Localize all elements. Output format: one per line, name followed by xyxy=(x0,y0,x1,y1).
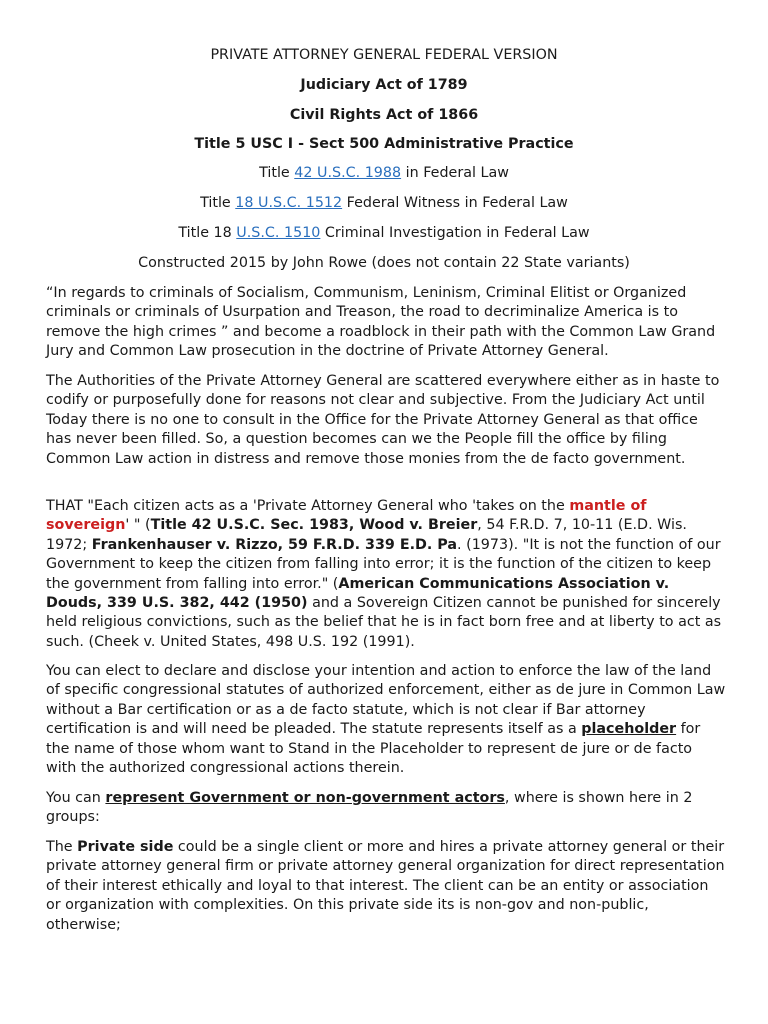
act-heading-1866: Civil Rights Act of 1866 xyxy=(289,107,479,123)
title-18-1510-line xyxy=(0,223,768,243)
link-18-usc-1512[interactable]: 18 U.S.C. 1512 xyxy=(235,195,343,211)
link-42-usc-1988[interactable]: 42 U.S.C. 1988 xyxy=(294,165,402,181)
p3-text-4: . (1973). "It is not the function of our Government to keep the citizen from falling into error; it is the function of the citizen to keep the government from falling into error." ( xyxy=(46,536,721,592)
paragraph-citizen-acts xyxy=(46,497,726,652)
p3-text-3: , 54 F.R.D. 7, 10-11 (E.D. Wis. 1972; xyxy=(46,517,687,553)
link-usc-1510[interactable]: U.S.C. 1510 xyxy=(236,225,321,241)
title-42-line xyxy=(0,163,768,183)
citation-wood-v-breier: Title 42 U.S.C. Sec. 1983, Wood v. Breier xyxy=(150,517,478,534)
mantle-of-sovereign-phrase: mantle of sovereign xyxy=(46,498,647,534)
document-title: PRIVATE ATTORNEY GENERAL FEDERAL VERSION xyxy=(210,47,558,63)
p5-text-2: , where is shown here in 2 groups: xyxy=(46,790,693,826)
paragraph-private-side xyxy=(46,838,726,935)
paragraph-authorities: The Authorities of the Private Attorney General are scattered everywhere either as in haste to codify or purposefully done for reasons not clear and subjective. From the Judiciary Act until Today there is no one to consult in the Office for the Private Attorney General as that office has never been filled. So, a question becomes can we the People fill the office by filing Common Law action in distress and remove those monies from the de facto government. xyxy=(46,373,720,467)
title-18-1510-prefix: Title 18 xyxy=(178,225,237,241)
paragraph-elect-declare xyxy=(46,662,726,778)
p3-text-2: ' " ( xyxy=(125,517,151,534)
title-18-1512-suffix: Federal Witness in Federal Law xyxy=(342,195,568,211)
act-heading-1789: Judiciary Act of 1789 xyxy=(300,77,468,93)
title-42-prefix: Title xyxy=(259,165,295,181)
placeholder-term: placeholder xyxy=(581,721,677,738)
p6-text-1: The xyxy=(46,839,78,855)
p3-text-1: THAT "Each citizen acts as a 'Private Attorney General who 'takes on the xyxy=(46,498,570,514)
p4-text-1: You can elect to declare and disclose your intention and action to enforce the law of the land of specific congressional statutes of authorized enforcement, either as de jure in Common Law without a Bar certification or as a de facto statute, which is not clear if Bar attorney certification is and will need be pleaded. The statute represents itself as a xyxy=(46,663,726,738)
title-18-1512-prefix: Title xyxy=(200,195,236,211)
title-42-suffix: in Federal Law xyxy=(401,165,509,181)
title-18-1510-suffix: Criminal Investigation in Federal Law xyxy=(320,225,590,241)
paragraph-intro-quote: “In regards to criminals of Socialism, Communism, Leninism, Criminal Elitist or Organized criminals or criminals of Usurpation and Treason, the road to decriminalize America is to remove the high crimes ” and become a roadblock in their path with the Common Law Grand Jury and Common Law prosecution in the doctrine of Private Attorney General. xyxy=(46,285,716,360)
represent-government-phrase: represent Government or non-government actors xyxy=(105,790,505,806)
paragraph-represent-groups xyxy=(46,789,726,828)
title-18-1512-line xyxy=(0,193,768,213)
title5-heading: Title 5 USC I - Sect 500 Administrative Practice xyxy=(194,136,574,152)
citation-frankenhauser-v-rizzo: Frankenhauser v. Rizzo, 59 F.R.D. 339 E.D. Pa xyxy=(91,536,458,553)
p5-text-1: You can xyxy=(46,790,106,806)
p3-text-5: and a Sovereign Citizen cannot be punished for sincerely held religious convictions, such as the belief that he is in fact born free and at liberty to act as such. (Cheek v. United States, 498 U.S. 192 (1991). xyxy=(46,595,722,650)
private-side-term: Private side xyxy=(77,839,174,855)
citation-acа-v-douds: American Communications Association v. Douds, 339 U.S. 382, 442 (1950) xyxy=(46,575,670,612)
p6-text-2: could be a single client or more and hires a private attorney general or their private attorney general firm or private attorney general organization for direct representation of their interest ethically and loyal to that interest. The client can be an entity or association or organization with complexities. On this private side its is non-gov and non-public, otherwise; xyxy=(46,839,725,933)
constructed-by-line: Constructed 2015 by John Rowe (does not contain 22 State variants) xyxy=(138,255,630,271)
p4-text-2: for the name of those whom want to Stand in the Placeholder to represent de jure or de facto with the authorized congressional actions therein. xyxy=(46,721,701,777)
